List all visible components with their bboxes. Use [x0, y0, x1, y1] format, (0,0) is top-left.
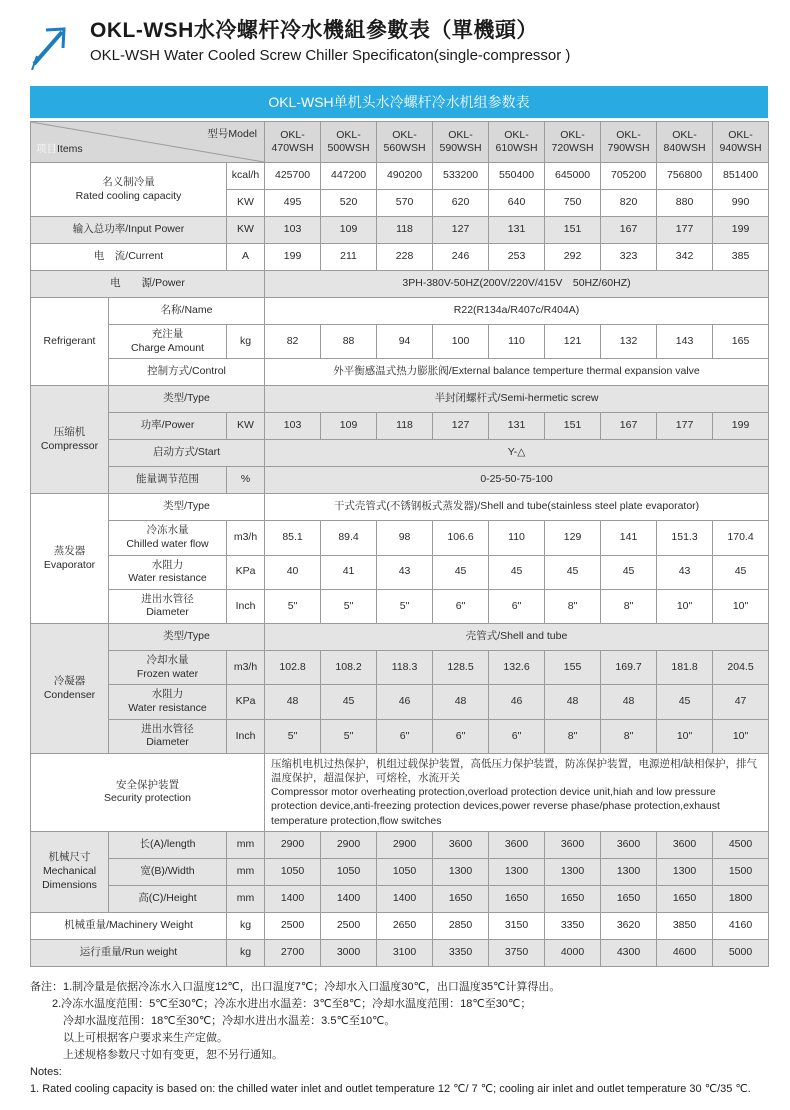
row-label: 安全保护装置 Security protection: [31, 753, 265, 831]
value-cell: 40: [265, 555, 321, 589]
value-cell: 45: [713, 555, 769, 589]
value-cell-span: 干式壳管式(不锈钢板式蒸发器)/Shell and tube(stainless steel plate evaporator): [265, 494, 769, 521]
table-row: [31, 685, 769, 719]
table-title-banner: OKL-WSH单机头水冷螺杆冷水机组参数表: [30, 86, 768, 118]
row-label: 名义制冷量 Rated cooling capacity: [31, 163, 227, 217]
value-cell: 118: [377, 413, 433, 440]
value-cell: 1400: [377, 885, 433, 912]
value-cell: 4160: [713, 912, 769, 939]
value-cell: 1650: [601, 885, 657, 912]
value-cell: 121: [545, 325, 601, 359]
value-cell: 880: [657, 190, 713, 217]
value-cell: 110: [489, 521, 545, 555]
value-cell: 5000: [713, 939, 769, 966]
value-cell: 5": [265, 589, 321, 623]
unit-cell: KPa: [227, 555, 265, 589]
value-cell: 2850: [433, 912, 489, 939]
value-cell: 6": [377, 719, 433, 753]
value-cell: 151: [545, 413, 601, 440]
unit-cell: KW: [227, 413, 265, 440]
table-row: [31, 413, 769, 440]
value-cell: 1050: [265, 858, 321, 885]
value-cell: 177: [657, 217, 713, 244]
value-cell: 2700: [265, 939, 321, 966]
value-cell: 129: [545, 521, 601, 555]
value-cell: 1050: [377, 858, 433, 885]
table-row: [31, 912, 769, 939]
value-cell: 3600: [545, 831, 601, 858]
group-label: 蒸发器 Evaporator: [31, 494, 109, 624]
value-cell: 106.6: [433, 521, 489, 555]
value-cell: 520: [321, 190, 377, 217]
unit-cell: kg: [227, 939, 265, 966]
unit-cell: kg: [227, 325, 265, 359]
value-cell: 3600: [489, 831, 545, 858]
table-row: [31, 386, 769, 413]
unit-cell: m3/h: [227, 521, 265, 555]
table-row: [31, 885, 769, 912]
row-label: 运行重量/Run weight: [31, 939, 227, 966]
table-row: [31, 858, 769, 885]
value-cell: 204.5: [713, 651, 769, 685]
items-header-zh: 项目: [36, 143, 57, 156]
value-cell: 4500: [713, 831, 769, 858]
value-cell: 8": [545, 719, 601, 753]
unit-cell: KW: [227, 217, 265, 244]
value-cell: 550400: [489, 163, 545, 190]
value-cell: 167: [601, 217, 657, 244]
value-cell: 8": [601, 719, 657, 753]
page-subtitle: OKL-WSH Water Cooled Screw Chiller Specificaton(single-compressor ): [90, 47, 571, 64]
row-label: 类型/Type: [109, 494, 265, 521]
value-cell: 46: [489, 685, 545, 719]
value-cell: 3000: [321, 939, 377, 966]
note-line: 上述规格参数尺寸如有变更，恕不另行通知。: [30, 1049, 283, 1062]
value-cell: 109: [321, 217, 377, 244]
row-label: 类型/Type: [109, 386, 265, 413]
value-cell: 199: [713, 413, 769, 440]
table-row: [31, 624, 769, 651]
table-row: [31, 753, 769, 831]
value-cell: 447200: [321, 163, 377, 190]
value-cell: 8": [601, 589, 657, 623]
row-label: 控制方式/Control: [109, 359, 265, 386]
value-cell: 98: [377, 521, 433, 555]
value-cell: 108.2: [321, 651, 377, 685]
value-cell: 110: [489, 325, 545, 359]
table-row: [31, 589, 769, 623]
value-cell: 128.5: [433, 651, 489, 685]
row-label: 输入总功率/Input Power: [31, 217, 227, 244]
value-cell: 143: [657, 325, 713, 359]
row-label: 类型/Type: [109, 624, 265, 651]
table-row: [31, 163, 769, 190]
model-column-header: OKL- 610WSH: [489, 122, 545, 163]
value-cell: 1300: [489, 858, 545, 885]
table-row: [31, 555, 769, 589]
value-cell: 118: [377, 217, 433, 244]
value-cell: 10": [657, 589, 713, 623]
value-cell: 6": [433, 589, 489, 623]
value-cell: 4000: [545, 939, 601, 966]
value-cell: 45: [433, 555, 489, 589]
value-cell: 851400: [713, 163, 769, 190]
value-cell: 141: [601, 521, 657, 555]
value-cell: 48: [265, 685, 321, 719]
unit-cell: Inch: [227, 719, 265, 753]
value-cell: 490200: [377, 163, 433, 190]
table-row: [31, 467, 769, 494]
value-cell: 127: [433, 217, 489, 244]
value-cell: 1650: [433, 885, 489, 912]
value-cell: 1400: [321, 885, 377, 912]
note-line: 以上可根据客户要求来生产定做。: [30, 1031, 228, 1044]
model-header-label: 型号Model: [207, 128, 258, 140]
value-cell: 3350: [545, 912, 601, 939]
model-column-header: OKL- 720WSH: [545, 122, 601, 163]
value-cell: 1400: [265, 885, 321, 912]
value-cell: 292: [545, 244, 601, 271]
value-cell: 94: [377, 325, 433, 359]
value-cell: 570: [377, 190, 433, 217]
value-cell: 47: [713, 685, 769, 719]
value-cell: 45: [489, 555, 545, 589]
value-cell: 3150: [489, 912, 545, 939]
value-cell: 2900: [377, 831, 433, 858]
value-cell: 82: [265, 325, 321, 359]
model-column-header: OKL- 940WSH: [713, 122, 769, 163]
value-cell: 2900: [265, 831, 321, 858]
value-cell: 6": [489, 719, 545, 753]
value-cell: 199: [265, 244, 321, 271]
table-row: [31, 939, 769, 966]
value-cell: 3600: [601, 831, 657, 858]
value-cell: 103: [265, 217, 321, 244]
value-cell: 169.7: [601, 651, 657, 685]
table-row: [31, 521, 769, 555]
value-cell: 131: [489, 217, 545, 244]
value-cell: 3600: [657, 831, 713, 858]
model-column-header: OKL- 560WSH: [377, 122, 433, 163]
value-cell: 181.8: [657, 651, 713, 685]
unit-cell: Inch: [227, 589, 265, 623]
unit-cell: kcal/h: [227, 163, 265, 190]
row-label: 进出水管径 Diameter: [109, 719, 227, 753]
notes: [30, 979, 775, 1098]
value-cell: 620: [433, 190, 489, 217]
value-cell: 5": [265, 719, 321, 753]
row-label: 高(C)/Height: [109, 885, 227, 912]
table-row: [31, 217, 769, 244]
value-cell: 103: [265, 413, 321, 440]
spec-table: [30, 121, 769, 967]
value-cell: 756800: [657, 163, 713, 190]
value-cell-span: 半封闭螺杆式/Semi-hermetic screw: [265, 386, 769, 413]
value-cell: 1300: [657, 858, 713, 885]
value-cell: 100: [433, 325, 489, 359]
value-cell: 132: [601, 325, 657, 359]
value-cell: 342: [657, 244, 713, 271]
value-cell: 3350: [433, 939, 489, 966]
value-cell: 89.4: [321, 521, 377, 555]
value-cell: 45: [321, 685, 377, 719]
row-label: 功率/Power: [109, 413, 227, 440]
unit-cell: %: [227, 467, 265, 494]
value-cell: 48: [545, 685, 601, 719]
model-column-header: OKL- 590WSH: [433, 122, 489, 163]
table-row: [31, 325, 769, 359]
value-cell-span: 外平衡感温式热力膨胀阀/External balance temperture thermal expansion valve: [265, 359, 769, 386]
value-cell: 85.1: [265, 521, 321, 555]
value-cell: 41: [321, 555, 377, 589]
value-cell: 6": [489, 589, 545, 623]
table-row: [31, 244, 769, 271]
value-cell: 10": [657, 719, 713, 753]
value-cell: 228: [377, 244, 433, 271]
group-label: 冷凝器 Condenser: [31, 624, 109, 754]
value-cell: 705200: [601, 163, 657, 190]
value-cell: 1050: [321, 858, 377, 885]
value-cell: 5": [321, 719, 377, 753]
value-cell: 3850: [657, 912, 713, 939]
value-cell: 3620: [601, 912, 657, 939]
value-cell: 48: [433, 685, 489, 719]
value-cell: 45: [545, 555, 601, 589]
model-column-header: OKL- 500WSH: [321, 122, 377, 163]
value-cell: 1650: [545, 885, 601, 912]
items-header-label: 项目Items: [36, 143, 83, 156]
note-line: 1. Rated cooling capacity is based on: the chilled water inlet and outlet temperature 12 ℃/ 7 ℃; cooling air inlet and outlet temperature 30 ℃/35 ℃.: [30, 1083, 751, 1096]
unit-cell: mm: [227, 858, 265, 885]
value-cell: 990: [713, 190, 769, 217]
value-cell: 211: [321, 244, 377, 271]
value-cell: 151: [545, 217, 601, 244]
value-cell: 2650: [377, 912, 433, 939]
value-cell: 4600: [657, 939, 713, 966]
value-cell: 246: [433, 244, 489, 271]
value-cell: 45: [657, 685, 713, 719]
value-cell: 118.3: [377, 651, 433, 685]
value-cell: 3100: [377, 939, 433, 966]
value-cell: 1300: [433, 858, 489, 885]
group-label: 机械尺寸 Mechanical Dimensions: [31, 831, 109, 912]
model-column-header: OKL- 470WSH: [265, 122, 321, 163]
value-cell: 102.8: [265, 651, 321, 685]
value-cell: 3600: [433, 831, 489, 858]
value-cell: 1300: [601, 858, 657, 885]
unit-cell: mm: [227, 885, 265, 912]
row-label: 冷却水量 Frozen water: [109, 651, 227, 685]
value-cell: 155: [545, 651, 601, 685]
value-cell: 4300: [601, 939, 657, 966]
value-cell: 820: [601, 190, 657, 217]
value-cell: 750: [545, 190, 601, 217]
value-cell: 640: [489, 190, 545, 217]
table-row: [31, 831, 769, 858]
value-cell: 6": [433, 719, 489, 753]
row-label: 进出水管径 Diameter: [109, 589, 227, 623]
page-title: OKL-WSH水冷螺杆冷水機組參數表（單機頭）: [90, 19, 538, 42]
row-label: 长(A)/length: [109, 831, 227, 858]
unit-cell: m3/h: [227, 651, 265, 685]
value-cell-span: R22(R134a/R407c/R404A): [265, 298, 769, 325]
value-cell: 132.6: [489, 651, 545, 685]
value-cell: 425700: [265, 163, 321, 190]
value-cell: 165: [713, 325, 769, 359]
row-label: 机械重量/Machinery Weight: [31, 912, 227, 939]
unit-cell: A: [227, 244, 265, 271]
note-line: 2.冷冻水温度范围：5℃至30℃；冷冻水进出水温差：3℃至8℃；冷却水温度范围：18℃至30℃；: [30, 997, 532, 1010]
table-row: [31, 359, 769, 386]
group-label: 压缩机 Compressor: [31, 386, 109, 494]
row-label: 充注量 Charge Amount: [109, 325, 227, 359]
value-cell: 2500: [265, 912, 321, 939]
value-cell: 109: [321, 413, 377, 440]
value-cell-span: 壳管式/Shell and tube: [265, 624, 769, 651]
value-cell: 2900: [321, 831, 377, 858]
row-label: 启动方式/Start: [109, 440, 265, 467]
value-cell: 1800: [713, 885, 769, 912]
value-cell: 645000: [545, 163, 601, 190]
row-label: 水阻力 Water resistance: [109, 685, 227, 719]
table-row: [31, 271, 769, 298]
value-cell: 45: [601, 555, 657, 589]
value-cell: 323: [601, 244, 657, 271]
value-cell: 385: [713, 244, 769, 271]
table-row: [31, 298, 769, 325]
corner-cell: [31, 122, 265, 163]
value-cell: 1650: [489, 885, 545, 912]
unit-cell: KPa: [227, 685, 265, 719]
value-cell: 533200: [433, 163, 489, 190]
value-cell: 46: [377, 685, 433, 719]
value-cell: 8": [545, 589, 601, 623]
value-cell: 43: [657, 555, 713, 589]
group-label: Refrigerant: [31, 298, 109, 386]
value-cell: 10": [713, 719, 769, 753]
value-cell: 48: [601, 685, 657, 719]
row-label: 水阻力 Water resistance: [109, 555, 227, 589]
value-cell: 88: [321, 325, 377, 359]
up-right-arrow-icon: [30, 18, 74, 70]
value-cell: 177: [657, 413, 713, 440]
value-cell: 131: [489, 413, 545, 440]
value-cell: 170.4: [713, 521, 769, 555]
value-cell: 167: [601, 413, 657, 440]
value-cell-span: 压缩机电机过热保护，机组过载保护装置，高低压力保护装置，防冻保护装置，电源逆相/缺相保护，排气温度保护，超温保护，可熔栓，水流开关 Compressor motor overheating protection,overload protection device unit,hiah and low pressure protection device,anti-freezing protection devices,power reverse phase/phase protection,exhaust temperature protection,flow switches: [265, 753, 769, 831]
table-row: [31, 651, 769, 685]
model-column-header: OKL- 790WSH: [601, 122, 657, 163]
row-label: 电 源/Power: [31, 271, 265, 298]
table-row: [31, 719, 769, 753]
value-cell: 199: [713, 217, 769, 244]
table-header-row: [31, 122, 769, 163]
row-label: 能量调节范围: [109, 467, 227, 494]
value-cell: 10": [713, 589, 769, 623]
value-cell: 1300: [545, 858, 601, 885]
unit-cell: kg: [227, 912, 265, 939]
model-column-header: OKL- 840WSH: [657, 122, 713, 163]
value-cell: 253: [489, 244, 545, 271]
value-cell: 3750: [489, 939, 545, 966]
page-header: [30, 14, 768, 70]
value-cell-span: 0-25-50-75-100: [265, 467, 769, 494]
value-cell: 127: [433, 413, 489, 440]
value-cell: 5": [377, 589, 433, 623]
note-line: 冷却水温度范围：18℃至30℃；冷却水进出水温差：3.5℃至10℃。: [30, 1014, 396, 1027]
table-row: [31, 494, 769, 521]
unit-cell: KW: [227, 190, 265, 217]
value-cell: 43: [377, 555, 433, 589]
row-label: 冷冻水量 Chilled water flow: [109, 521, 227, 555]
table-row: [31, 440, 769, 467]
value-cell-span: 3PH-380V-50HZ(200V/220V/415V 50HZ/60HZ): [265, 271, 769, 298]
value-cell: 151.3: [657, 521, 713, 555]
row-label: 电 流/Current: [31, 244, 227, 271]
value-cell: 5": [321, 589, 377, 623]
value-cell: 1500: [713, 858, 769, 885]
value-cell: 495: [265, 190, 321, 217]
row-label: 名称/Name: [109, 298, 265, 325]
unit-cell: mm: [227, 831, 265, 858]
note-line: Notes:: [30, 1066, 62, 1079]
note-line: 备注：1.制冷量是依据冷冻水入口温度12℃，出口温度7℃；冷却水入口温度30℃，出口温度35℃计算得出。: [30, 980, 561, 993]
title-block: [90, 14, 768, 64]
value-cell-span: Y-△: [265, 440, 769, 467]
row-label: 宽(B)/Width: [109, 858, 227, 885]
value-cell: 1650: [657, 885, 713, 912]
value-cell: 2500: [321, 912, 377, 939]
